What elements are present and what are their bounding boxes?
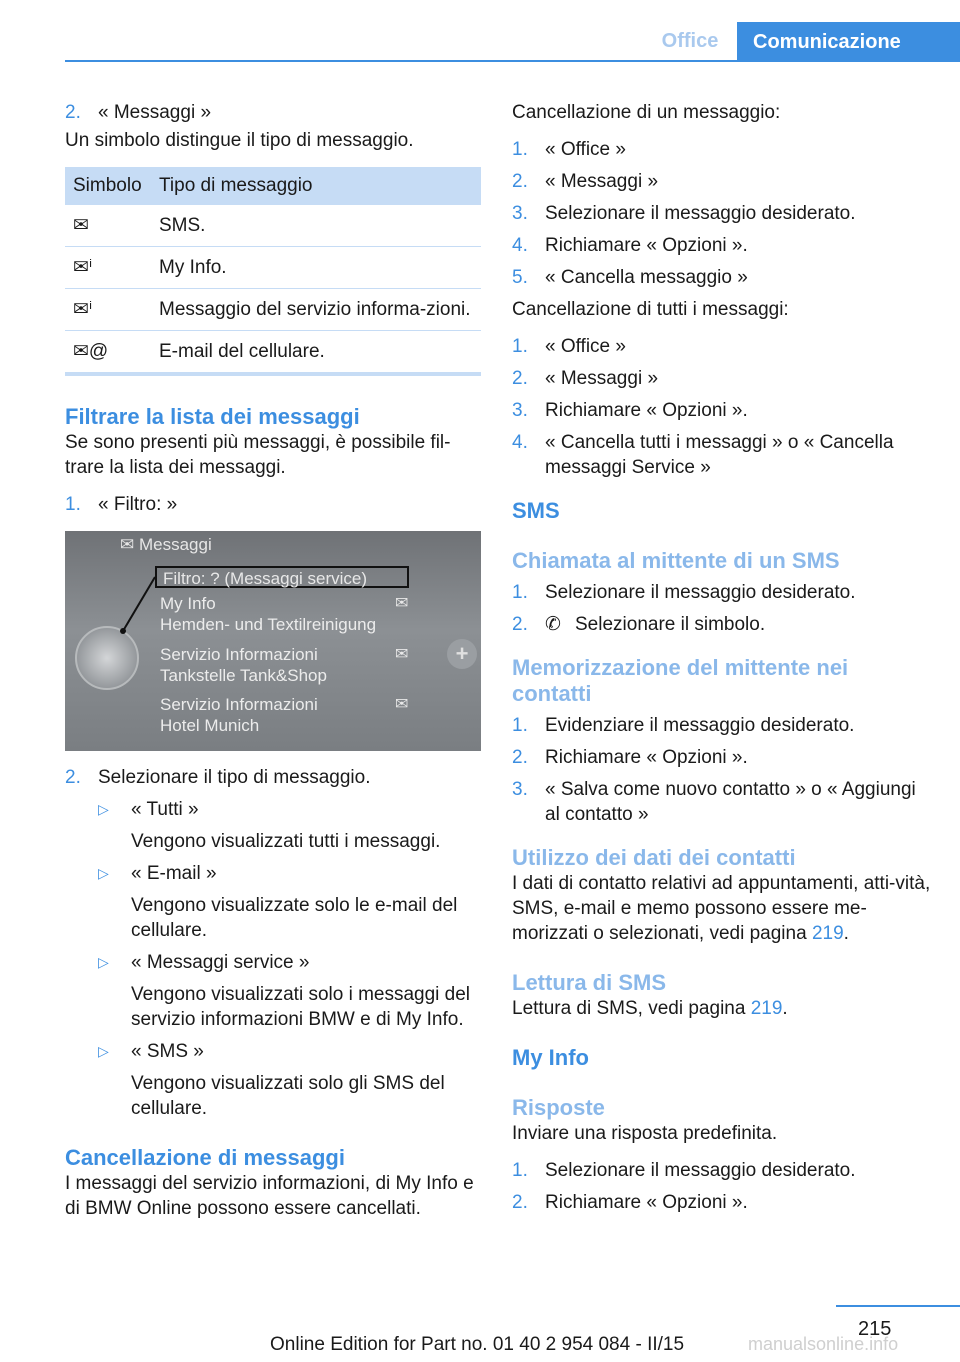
step-list	[512, 137, 932, 290]
triangle-icon: ▷	[98, 954, 109, 970]
list-item	[512, 1190, 932, 1215]
list-item	[512, 580, 932, 605]
table-row	[65, 289, 481, 331]
option-item	[98, 1039, 481, 1121]
option-item	[98, 950, 481, 1032]
option-item	[98, 861, 481, 943]
symbol-table	[65, 167, 481, 376]
list-text: Selezionare il messaggio desiderato.	[545, 1160, 856, 1181]
envelope-info-icon: ✉	[395, 646, 409, 663]
list-number: 1.	[65, 494, 81, 515]
list-text: Richiamare « Opzioni ».	[545, 235, 748, 256]
screen-row-line1: My Info	[160, 594, 216, 613]
table-cell: My Info.	[151, 247, 481, 289]
edition-text: Online Edition for Part no. 01 40 2 954 084 - II/15	[270, 1334, 685, 1355]
phone-icon: ✆	[545, 614, 561, 635]
table-cell: Messaggio del servizio informa-zioni.	[151, 289, 481, 331]
contacts-text: I dati di contatto relativi ad appuntamenti, atti-vità, SMS, e-mail e memo possono essere me-morizzati o selezionati, vedi pagina 219.	[512, 873, 931, 944]
option-desc: Vengono visualizzati solo i messaggi del servizio informazioni BMW e di My Info.	[131, 984, 471, 1030]
list-item	[512, 169, 932, 194]
list-number: 2.	[512, 368, 528, 389]
list-text: « Messaggi »	[98, 102, 212, 123]
list-item	[512, 398, 932, 423]
list-text: « Office »	[545, 139, 626, 160]
list-text: Selezionare il tipo di messaggio.	[98, 767, 371, 788]
answers-heading: Risposte	[512, 1095, 605, 1120]
list-text: Richiamare « Opzioni ».	[545, 400, 748, 421]
contacts-body: I dati di contatto relativi ad appuntamenti, atti-vità, SMS, e-mail e memo possono essere me-morizzati o selezionati, vedi pagina	[512, 873, 931, 944]
delete-all-title: Cancellazione di tutti i messaggi:	[512, 299, 789, 320]
step-list	[65, 100, 481, 125]
screen-row-line1: Servizio Informazioni	[160, 695, 318, 714]
list-number: 3.	[512, 779, 528, 800]
list-text: « Filtro: »	[98, 494, 178, 515]
envelope-info-icon: ✉	[395, 696, 409, 713]
delete-text: I messaggi del servizio informazioni, di My Info e di BMW Online possono essere cancellati.	[65, 1173, 474, 1219]
header-chapter: Comunicazione	[737, 22, 960, 62]
option-list	[98, 797, 481, 1121]
step-list	[65, 492, 481, 517]
list-number: 2.	[512, 614, 528, 635]
list-text: « Cancella tutti i messaggi » o « Cancella messaggi Service »	[545, 432, 894, 478]
idrive-screenshot	[65, 531, 481, 751]
list-number: 2.	[65, 102, 81, 123]
option-desc: Vengono visualizzati solo gli SMS del cellulare.	[131, 1073, 445, 1119]
option-label: « SMS »	[131, 1041, 204, 1062]
contacts-heading: Utilizzo dei dati dei contatti	[512, 845, 796, 870]
page-header	[0, 0, 960, 62]
triangle-icon: ▷	[98, 801, 109, 817]
page-link[interactable]: 219	[750, 998, 783, 1019]
table-row	[65, 205, 481, 247]
delete-heading: Cancellazione di messaggi	[65, 1145, 345, 1170]
list-number: 3.	[512, 203, 528, 224]
list-item	[512, 1158, 932, 1183]
list-text: « Messaggi »	[545, 368, 659, 389]
list-text: « Salva come nuovo contatto » o « Aggiungi al contatto »	[545, 779, 916, 825]
screen-row-line2: Hemden- und Textilreinigung	[160, 615, 377, 634]
list-number: 3.	[512, 400, 528, 421]
list-item	[512, 745, 932, 770]
delete-one-title: Cancellazione di un messaggio:	[512, 102, 781, 123]
table-header-type: Tipo di messaggio	[151, 167, 481, 205]
list-number: 4.	[512, 432, 528, 453]
triangle-icon: ▷	[98, 1043, 109, 1059]
header-rule	[65, 60, 960, 62]
list-item	[512, 334, 932, 359]
screen-row-line1: Servizio Informazioni	[160, 645, 318, 664]
read-heading: Lettura di SMS	[512, 970, 667, 995]
list-item	[512, 777, 932, 827]
envelope-info-icon: ✉	[395, 595, 409, 612]
myinfo-heading: My Info	[512, 1045, 589, 1070]
list-text: Richiamare « Opzioni ».	[545, 747, 748, 768]
table-row	[65, 247, 481, 289]
step-list	[65, 765, 481, 790]
list-number: 2.	[512, 171, 528, 192]
list-number: 1.	[512, 715, 528, 736]
option-label: « E-mail »	[131, 863, 217, 884]
table-cell: E-mail del cellulare.	[151, 331, 481, 375]
list-number: 5.	[512, 267, 528, 288]
list-item	[512, 137, 932, 162]
watermark: manualsonline.info	[748, 1334, 899, 1354]
call-heading: Chiamata al mittente di un SMS	[512, 548, 840, 573]
step-list	[512, 334, 932, 480]
list-item	[512, 612, 932, 637]
option-item	[98, 797, 481, 854]
list-item	[512, 713, 932, 738]
answers-text: Inviare una risposta predefinita.	[512, 1123, 778, 1144]
filter-heading: Filtrare la lista dei messaggi	[65, 404, 360, 429]
option-desc: Vengono visualizzati tutti i messaggi.	[131, 831, 441, 852]
list-item	[512, 366, 932, 391]
list-item	[512, 201, 932, 226]
messages-icon: ✉	[120, 535, 139, 554]
right-column	[512, 100, 932, 1222]
list-item	[512, 430, 932, 480]
envelope-info-icon: ✉ⁱ	[73, 299, 93, 320]
list-text: Selezionare il messaggio desiderato.	[545, 203, 856, 224]
screen-row-line2: Hotel Munich	[160, 716, 260, 735]
list-number: 1.	[512, 1160, 528, 1181]
list-item	[512, 233, 932, 258]
list-number: 1.	[512, 139, 528, 160]
option-label: « Tutti »	[131, 799, 199, 820]
list-number: 2.	[512, 747, 528, 768]
screen-filter: Filtro: ? (Messaggi service)	[155, 566, 409, 588]
envelope-info-icon: ✉ⁱ	[73, 257, 93, 278]
left-column	[65, 100, 481, 1221]
list-item	[65, 765, 481, 790]
table-cell: SMS.	[151, 205, 481, 247]
table-header-symbol: Simbolo	[65, 167, 151, 205]
intro-text: Un simbolo distingue il tipo di messaggio.	[65, 130, 414, 151]
header-section: Office	[661, 30, 719, 52]
list-text: Richiamare « Opzioni ».	[545, 1192, 748, 1213]
list-item	[65, 100, 481, 125]
list-item	[65, 492, 481, 517]
step-list	[512, 1158, 932, 1215]
sms-heading: SMS	[512, 498, 560, 523]
read-body: Lettura di SMS, vedi pagina	[512, 998, 751, 1019]
step-list	[512, 580, 932, 637]
list-number: 1.	[512, 336, 528, 357]
list-number: 4.	[512, 235, 528, 256]
triangle-icon: ▷	[98, 865, 109, 881]
table-row	[65, 331, 481, 375]
pointer-line	[65, 531, 481, 751]
list-number: 1.	[512, 582, 528, 603]
list-text: Selezionare il simbolo.	[575, 614, 766, 635]
list-text: « Office »	[545, 336, 626, 357]
list-item	[512, 265, 932, 290]
screen-title-text: Messaggi	[138, 535, 212, 554]
filter-text: Se sono presenti più messaggi, è possibile fil-trare la lista dei messaggi.	[65, 432, 451, 478]
screen-row-line2: Tankstelle Tank&Shop	[160, 666, 327, 685]
envelope-icon: ✉	[73, 215, 89, 236]
list-text: « Messaggi »	[545, 171, 659, 192]
option-label: « Messaggi service »	[131, 952, 310, 973]
store-heading: Memorizzazione del mittente nei contatti	[512, 655, 849, 706]
page-link[interactable]: 219	[811, 923, 844, 944]
list-text: Evidenziare il messaggio desiderato.	[545, 715, 855, 736]
option-desc: Vengono visualizzate solo le e-mail del cellulare.	[131, 895, 458, 941]
page-number: 215	[858, 1318, 892, 1340]
step-list	[512, 713, 932, 827]
list-text: « Cancella messaggio »	[545, 267, 748, 288]
list-text: Selezionare il messaggio desiderato.	[545, 582, 856, 603]
list-number: 2.	[65, 767, 81, 788]
footer-rule	[836, 1305, 960, 1307]
envelope-at-icon: ✉@	[73, 341, 109, 362]
read-text: Lettura di SMS, vedi pagina 219.	[512, 998, 788, 1019]
list-number: 2.	[512, 1192, 528, 1213]
plus-icon: +	[447, 639, 477, 669]
